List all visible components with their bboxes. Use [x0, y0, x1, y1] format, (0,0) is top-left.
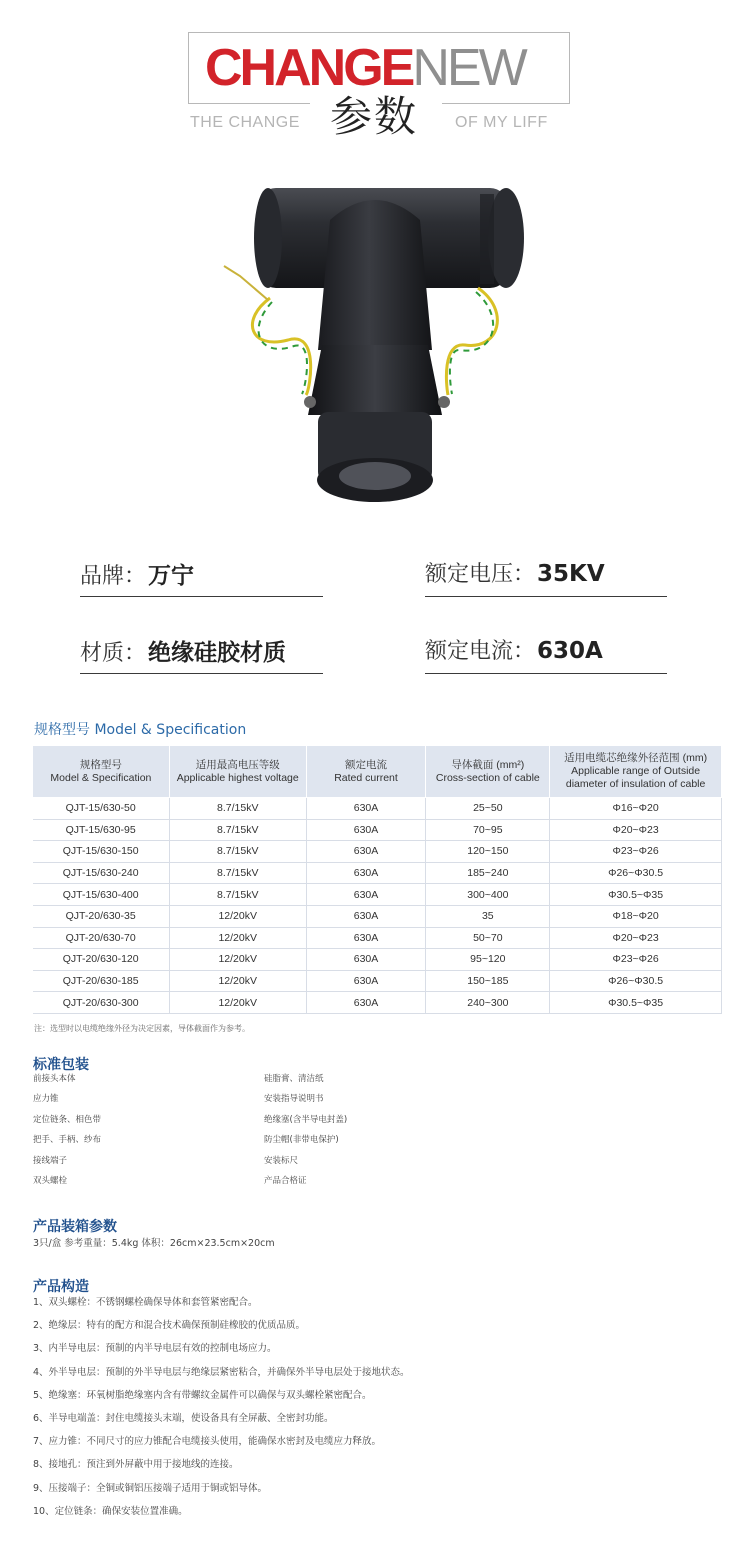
table-row: [33, 884, 722, 906]
spec-header-diameter: 适用电缆芯绝缘外径范围 (mm) Applicable range of Outside diameter of insulation of cable: [550, 746, 722, 798]
product-image-elbow-connector: [210, 180, 540, 520]
table-cell: Φ30.5~Φ35: [550, 884, 722, 906]
param-brand: [80, 557, 323, 597]
spec-header-voltage: 适用最高电压等级 Applicable highest voltage: [169, 746, 306, 798]
param-material-label: 材质：: [80, 641, 147, 666]
table-cell: QJT-15/630-400: [33, 884, 170, 906]
table-cell: 300~400: [426, 884, 550, 906]
table-cell: 8.7/15kV: [169, 841, 306, 863]
structure-item: 7、应力锥：不同尺寸的应力锥配合电缆接头使用，能确保水密封及电缆应力释放。: [33, 1436, 382, 1448]
param-brand-value: 万宁: [148, 563, 195, 589]
structure-item: 4、外半导电层：预制的外半导电层与绝缘层紧密粘合，并确保外半导电层处于接地状态。: [33, 1366, 410, 1378]
table-cell: Φ20~Φ23: [550, 819, 722, 841]
table-cell: 35: [426, 905, 550, 927]
table-cell: QJT-20/630-300: [33, 992, 170, 1014]
table-cell: 50~70: [426, 927, 550, 949]
param-brand-label: 品牌：: [80, 564, 147, 589]
table-row: [33, 819, 722, 841]
brand-logo-bold: CHANGE: [205, 39, 413, 97]
packaging-item: 把手、手柄、纱布: [33, 1135, 102, 1146]
table-cell: 185~240: [426, 862, 550, 884]
table-cell: 8.7/15kV: [169, 862, 306, 884]
packaging-item: 安装指导说明书: [264, 1094, 324, 1105]
table-cell: 12/20kV: [169, 992, 306, 1014]
structure-item: 10、定位链条：确保安装位置准确。: [33, 1505, 188, 1517]
structure-item: 5、绝缘塞：环氧树脂绝缘塞内含有带螺纹金属件可以确保与双头螺栓紧密配合。: [33, 1389, 372, 1401]
table-row: [33, 862, 722, 884]
table-cell: 8.7/15kV: [169, 819, 306, 841]
structure-section-title: 产品构造: [33, 1279, 89, 1295]
table-cell: QJT-20/630-35: [33, 905, 170, 927]
table-cell: 70~95: [426, 819, 550, 841]
table-cell: 630A: [306, 905, 426, 927]
table-row: [33, 970, 722, 992]
table-cell: 630A: [306, 927, 426, 949]
brand-logo: [205, 38, 525, 98]
table-cell: 95~120: [426, 949, 550, 971]
table-cell: QJT-15/630-240: [33, 862, 170, 884]
table-row: [33, 841, 722, 863]
packaging-item: 前接头本体: [33, 1074, 76, 1084]
param-voltage-value: 35KV: [537, 561, 605, 587]
box-params-text: 3只/盒 参考重量：5.4kg 体积：26cm×23.5cm×20cm: [33, 1238, 275, 1249]
table-cell: 630A: [306, 992, 426, 1014]
table-cell: 12/20kV: [169, 927, 306, 949]
packaging-section-title: 标准包装: [33, 1057, 89, 1073]
table-cell: 630A: [306, 841, 426, 863]
table-cell: Φ20~Φ23: [550, 927, 722, 949]
param-voltage: [425, 557, 667, 597]
table-cell: 12/20kV: [169, 970, 306, 992]
brand-logo-light: NEW: [412, 39, 525, 97]
logo-subtitle-right: OF MY LIFF: [455, 114, 548, 131]
table-cell: 630A: [306, 862, 426, 884]
spec-table: [32, 745, 722, 1014]
table-cell: 25~50: [426, 798, 550, 820]
table-cell: QJT-15/630-50: [33, 798, 170, 820]
table-cell: 8.7/15kV: [169, 798, 306, 820]
table-row: [33, 798, 722, 820]
logo-subtitle-left: THE CHANGE: [190, 114, 300, 131]
packaging-item: 定位链条、相色带: [33, 1114, 102, 1125]
table-cell: Φ26~Φ30.5: [550, 862, 722, 884]
table-cell: Φ23~Φ26: [550, 949, 722, 971]
packaging-item: 产品合格证: [264, 1176, 307, 1186]
packaging-item: 硅脂膏、清洁纸: [264, 1074, 324, 1084]
table-cell: 630A: [306, 798, 426, 820]
structure-item: 6、半导电端盖：封住电缆接头末端，使设备具有全屏蔽、全密封功能。: [33, 1413, 334, 1424]
packaging-item: 防尘帽(非带电保护): [264, 1135, 339, 1146]
table-cell: Φ16~Φ20: [550, 798, 722, 820]
spec-note: 注：选型时以电缆绝缘外径为决定因素，导体截面作为参考。: [34, 1024, 250, 1033]
structure-item: 3、内半导电层：预制的内半导电层有效的控制电场应力。: [33, 1343, 277, 1355]
param-material: [80, 634, 323, 674]
structure-item: 8、接地孔：预注到外屏蔽中用于接地线的连接。: [33, 1459, 239, 1471]
table-cell: Φ26~Φ30.5: [550, 970, 722, 992]
structure-item: 9、压接端子：全铜或铜铝压接端子适用于铜或铝导体。: [33, 1482, 268, 1494]
param-material-value: 绝缘硅胶材质: [148, 640, 287, 666]
table-cell: 630A: [306, 970, 426, 992]
packaging-item: 双头螺栓: [33, 1176, 68, 1186]
table-row: [33, 927, 722, 949]
table-cell: 8.7/15kV: [169, 884, 306, 906]
spec-header-cross-section: 导体截面 (mm²) Cross-section of cable: [426, 746, 550, 798]
structure-item: 2、绝缘层：特有的配方和混合技术确保预制硅橡胶的优质品质。: [33, 1320, 306, 1332]
table-cell: Φ23~Φ26: [550, 841, 722, 863]
param-current-label: 额定电流：: [425, 639, 536, 664]
structure-item: 1、双头螺栓：不锈钢螺栓确保导体和套管紧密配合。: [33, 1297, 258, 1308]
table-cell: 120~150: [426, 841, 550, 863]
table-cell: 630A: [306, 949, 426, 971]
packaging-item: 应力锥: [33, 1094, 59, 1105]
table-cell: 12/20kV: [169, 905, 306, 927]
table-cell: Φ30.5~Φ35: [550, 992, 722, 1014]
table-row: [33, 992, 722, 1014]
table-cell: 12/20kV: [169, 949, 306, 971]
table-cell: Φ18~Φ20: [550, 905, 722, 927]
param-voltage-label: 额定电压：: [425, 562, 536, 587]
table-cell: 150~185: [426, 970, 550, 992]
table-cell: QJT-20/630-120: [33, 949, 170, 971]
table-row: [33, 949, 722, 971]
spec-header-current: 额定电流 Rated current: [306, 746, 426, 798]
table-cell: QJT-20/630-70: [33, 927, 170, 949]
spec-header-model: 规格型号 Model & Specification: [33, 746, 170, 798]
table-row: [33, 905, 722, 927]
table-cell: QJT-15/630-150: [33, 841, 170, 863]
table-cell: 630A: [306, 819, 426, 841]
table-cell: QJT-20/630-185: [33, 970, 170, 992]
table-cell: 630A: [306, 884, 426, 906]
spec-table-header-row: [33, 746, 722, 798]
packaging-item: 绝缘塞(含半导电封盖): [264, 1114, 348, 1125]
table-cell: 240~300: [426, 992, 550, 1014]
packaging-item: 安装标尺: [264, 1155, 299, 1166]
table-cell: QJT-15/630-95: [33, 819, 170, 841]
box-section-title: 产品装箱参数: [33, 1219, 117, 1235]
param-current: [425, 634, 667, 674]
param-current-value: 630A: [537, 638, 603, 664]
spec-section-title: 规格型号 Model & Specification: [34, 722, 247, 738]
packaging-item: 接线端子: [33, 1155, 68, 1166]
page-title: 参数: [330, 92, 419, 141]
